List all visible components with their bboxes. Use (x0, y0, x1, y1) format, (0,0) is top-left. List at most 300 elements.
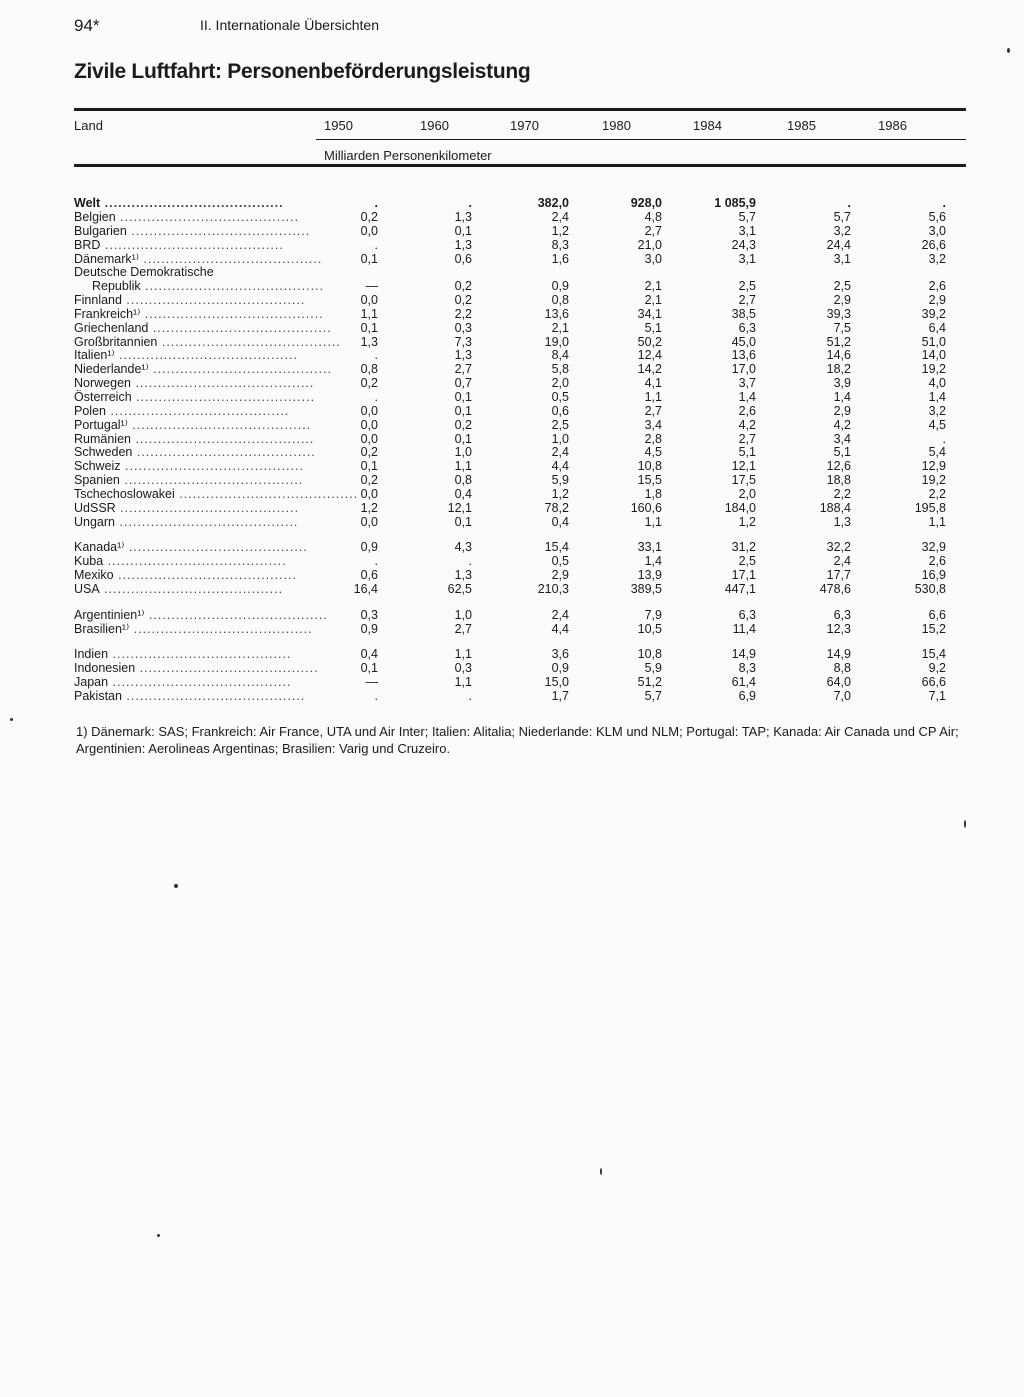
country-name: Schweiz (74, 459, 121, 474)
dot-leader: ........................................ (131, 389, 316, 404)
value-cell (662, 266, 756, 280)
country-name: Österreich (74, 389, 132, 404)
value-cell: 0,1 (454, 431, 472, 446)
row-label (74, 211, 302, 225)
value-cell: 5,6 (928, 210, 946, 224)
value-cell: 32,2 (826, 540, 851, 555)
value-cell (378, 266, 472, 280)
value-cell: 0,1 (454, 514, 472, 529)
section-title: II. Internationale Übersichten (200, 17, 379, 33)
value-cell: 8,8 (833, 661, 851, 676)
value-cell: 1,4 (644, 554, 662, 569)
value-cell: 160,6 (630, 500, 662, 515)
value-cell: 0,4 (551, 514, 569, 529)
value-cell: 4,2 (833, 417, 851, 432)
value-cell: 16,9 (921, 568, 946, 583)
value-cell: 2,7 (454, 621, 472, 636)
country-name: Polen (74, 403, 106, 418)
value-cell: 1,3 (360, 334, 378, 349)
table-row (74, 502, 946, 516)
value-cell: 5,1 (644, 320, 662, 335)
row-label (74, 502, 302, 516)
value-cell: 6,3 (738, 607, 756, 622)
dot-leader: ........................................ (121, 293, 306, 308)
row-label (74, 306, 324, 322)
row-label (74, 555, 302, 569)
value-cell: 478,6 (819, 581, 851, 596)
row-label (74, 320, 332, 336)
value-cell: 2,9 (833, 403, 851, 418)
value-cell: 1,2 (551, 223, 569, 238)
header-divider (316, 139, 966, 140)
table-row (74, 294, 946, 308)
value-cell: 5,7 (644, 689, 662, 703)
row-label (74, 460, 302, 474)
value-cell: 2,9 (551, 568, 569, 583)
value-cell: 17,5 (731, 473, 756, 488)
table-row (74, 460, 946, 474)
value-cell: 45,0 (731, 334, 756, 349)
value-cell: . (468, 554, 472, 569)
value-cell: 1,0 (454, 445, 472, 460)
value-cell: 2,7 (644, 403, 662, 418)
value-cell: 1,3 (454, 210, 472, 224)
value-cell: 14,2 (637, 362, 662, 377)
dot-leader: ........................................ (100, 237, 284, 252)
value-cell: 0,8 (454, 473, 472, 488)
value-cell: 4,8 (644, 210, 662, 224)
value-cell: 0,2 (360, 473, 378, 488)
value-cell: 0,3 (454, 661, 472, 676)
table-row (74, 322, 946, 336)
row-label (74, 583, 302, 597)
country-name: BRD (74, 237, 101, 252)
value-cell: 11,4 (732, 621, 756, 636)
value-cell: — (365, 675, 378, 690)
value-cell: 2,4 (551, 210, 569, 224)
value-cell: 0,4 (360, 647, 378, 662)
dot-leader: ........................................ (144, 607, 328, 622)
value-cell: 15,4 (544, 540, 569, 555)
value-cell: 38,5 (731, 306, 756, 321)
value-cell: 18,2 (826, 362, 851, 377)
value-cell: 7,0 (833, 689, 851, 703)
column-header-year: 1950 (324, 118, 353, 133)
value-cell: 6,6 (928, 607, 946, 622)
country-name: Belgien (74, 210, 116, 224)
dot-leader: ........................................ (130, 431, 315, 446)
dot-leader: ........................................ (113, 568, 297, 583)
dot-leader: ........................................ (174, 486, 359, 501)
dot-leader: ........................................ (130, 376, 315, 391)
value-cell: 3,4 (644, 417, 662, 432)
value-cell: 0,2 (454, 417, 472, 432)
value-cell: 14,9 (826, 647, 851, 662)
value-cell: 10,5 (637, 621, 662, 636)
value-cell: 62,5 (447, 581, 472, 596)
value-cell: 2,7 (644, 223, 662, 238)
column-header-year: 1970 (510, 118, 539, 133)
value-cell: 2,5 (833, 279, 851, 294)
value-cell: 51,2 (826, 334, 851, 349)
table-row (74, 446, 946, 460)
value-cell: 5,9 (644, 661, 662, 676)
value-cell: 2,9 (833, 293, 851, 308)
value-cell: 5,1 (833, 445, 851, 460)
dot-leader: ........................................ (140, 279, 325, 294)
row-label (74, 474, 302, 488)
scan-speck (1007, 48, 1010, 53)
value-cell: 13,6 (731, 348, 756, 363)
dot-leader: ........................................ (115, 500, 300, 515)
value-cell: 5,8 (551, 362, 569, 377)
value-cell: . (374, 554, 378, 569)
column-header-land: Land (74, 118, 103, 133)
value-cell: 2,7 (738, 431, 756, 446)
value-cell: 1,2 (551, 486, 569, 501)
dot-leader: ........................................ (108, 675, 292, 690)
value-cell: 8,3 (551, 237, 569, 252)
country-name: Griechenland (74, 320, 149, 335)
value-cell: 7,5 (833, 320, 851, 335)
row-label (74, 648, 302, 662)
value-cell: 31,2 (731, 540, 756, 555)
value-cell: 19,2 (921, 473, 946, 488)
dot-leader: ........................................ (103, 554, 287, 569)
row-label (74, 334, 341, 350)
row-label (74, 676, 302, 690)
table-row (74, 609, 946, 623)
table-row (74, 541, 946, 555)
table-row (74, 391, 946, 405)
value-cell: 12,3 (826, 621, 851, 636)
value-cell: 3,7 (738, 376, 756, 391)
value-cell: . (374, 196, 378, 211)
value-cell: 6,9 (738, 689, 756, 703)
value-cell: 14,0 (921, 348, 946, 363)
value-cell: 12,1 (447, 500, 472, 515)
value-cell: 6,3 (833, 607, 851, 622)
row-label (74, 540, 308, 555)
table-row (74, 280, 946, 294)
value-cell: . (468, 689, 472, 703)
value-cell: 1,1 (454, 459, 472, 474)
column-header-year: 1960 (420, 118, 449, 133)
value-cell: 2,1 (644, 279, 662, 294)
value-cell: 3,4 (833, 431, 851, 446)
table-row (74, 239, 946, 253)
value-cell: 3,6 (551, 647, 569, 662)
value-cell: 4,2 (738, 417, 756, 432)
table-row (74, 516, 946, 530)
value-cell: 1,8 (644, 486, 662, 501)
value-cell: 188,4 (819, 500, 851, 515)
value-cell: 0,1 (454, 403, 472, 418)
row-label (74, 445, 316, 460)
value-cell: 1,3 (833, 514, 851, 529)
value-cell: 3,2 (928, 251, 946, 266)
value-cell: 1,1 (644, 389, 662, 404)
value-cell: 0,1 (360, 320, 378, 335)
table-row (74, 349, 946, 363)
value-cell: . (374, 389, 378, 404)
value-cell: 13,9 (637, 568, 662, 583)
dot-leader: ........................................ (114, 348, 298, 363)
country-name: Welt (74, 196, 101, 211)
table-row (74, 583, 946, 597)
value-cell: 1,1 (644, 514, 662, 529)
value-cell: 0,9 (551, 279, 569, 294)
table-row (74, 225, 946, 239)
value-cell: 12,6 (826, 459, 851, 474)
value-cell: 0,2 (454, 293, 472, 308)
value-cell (302, 266, 378, 280)
dot-leader: ........................................ (119, 473, 304, 488)
country-name: Dänemark¹⁾ (74, 251, 139, 266)
value-cell: 2,1 (644, 293, 662, 308)
table-head-rule (74, 164, 966, 167)
row-label (74, 389, 316, 405)
dot-leader: ........................................ (127, 417, 312, 432)
value-cell: 61,4 (731, 675, 756, 690)
dot-leader: ........................................ (135, 661, 319, 676)
value-cell: 389,5 (630, 581, 662, 596)
value-cell: 2,5 (551, 417, 569, 432)
row-label (74, 569, 302, 583)
dot-leader: ........................................ (138, 251, 323, 266)
dot-leader: ........................................ (148, 362, 333, 377)
row-label (74, 405, 302, 419)
value-cell: 447,1 (724, 581, 756, 596)
value-cell: 0,2 (360, 445, 378, 460)
value-cell: 195,8 (914, 500, 946, 515)
value-cell: 1,3 (454, 348, 472, 363)
value-cell: 4,1 (644, 376, 662, 391)
value-cell: 0,2 (454, 279, 472, 294)
footnote: 1) Dänemark: SAS; Frankreich: Air France, UTA und Air Inter; Italien: Alitalia; Niederlande: KLM und NLM; Portugal: TAP; Kanada: Air Canada und CP Air; Argentinien: Aerolineas Argentinas; Brasilien: Varig und Cruzeiro. (76, 724, 959, 756)
page-title: Zivile Luftfahrt: Personenbeförderungsleistung (74, 60, 531, 83)
value-cell: 26,6 (921, 237, 946, 252)
table-row (74, 648, 946, 662)
row-label (74, 621, 313, 637)
value-cell: 15,2 (921, 621, 946, 636)
value-cell: 0,0 (360, 431, 378, 446)
value-cell: 7,1 (928, 689, 946, 703)
data-table (74, 185, 946, 704)
country-name: Bulgarien (74, 223, 127, 238)
row-label (74, 251, 323, 267)
value-cell: 1,2 (738, 514, 756, 529)
country-name: Japan (74, 675, 109, 690)
value-cell: 1,1 (928, 514, 946, 529)
value-cell: 1,3 (454, 568, 472, 583)
dot-leader: ........................................ (148, 320, 332, 335)
value-cell: 24,4 (826, 237, 851, 252)
value-cell: 1,4 (928, 389, 946, 404)
value-cell: 9,2 (928, 661, 946, 676)
value-cell: 1 085,9 (714, 196, 756, 211)
value-cell: 2,5 (738, 279, 756, 294)
dot-leader: ........................................ (124, 540, 308, 555)
value-cell: 0,5 (551, 389, 569, 404)
value-cell: 4,5 (928, 417, 946, 432)
value-cell: 210,3 (537, 581, 569, 596)
table-row (74, 336, 946, 350)
row-label (74, 293, 306, 308)
row-label (74, 362, 333, 377)
value-cell: 3,2 (928, 403, 946, 418)
value-cell: 39,3 (826, 306, 851, 321)
column-header-year: 1985 (787, 118, 816, 133)
value-cell: 0,3 (360, 607, 378, 622)
value-cell: 17,1 (731, 568, 756, 583)
value-cell: 0,7 (454, 376, 472, 391)
row-label (74, 431, 315, 447)
value-cell: 10,8 (637, 459, 662, 474)
value-cell: 0,0 (360, 514, 378, 529)
value-cell: 3,1 (833, 251, 851, 266)
value-cell: 2,0 (738, 486, 756, 501)
value-cell: 3,1 (738, 223, 756, 238)
value-cell: 0,0 (360, 293, 378, 308)
value-cell: 5,4 (928, 445, 946, 460)
value-cell: 1,4 (833, 389, 851, 404)
value-cell: 64,0 (826, 675, 851, 690)
value-cell: 0,9 (551, 661, 569, 676)
value-cell: 2,4 (551, 445, 569, 460)
column-header-year: 1986 (878, 118, 907, 133)
country-name: Frankreich¹⁾ (74, 306, 141, 321)
country-name: Finnland (74, 293, 122, 308)
value-cell: 2,8 (644, 431, 662, 446)
dot-leader: ........................................ (99, 581, 284, 596)
value-cell: 1,1 (454, 647, 472, 662)
value-cell: 12,9 (921, 459, 946, 474)
value-cell: 5,1 (738, 445, 756, 460)
value-cell: 39,2 (921, 306, 946, 321)
row-label (74, 516, 302, 530)
value-cell: 5,7 (738, 210, 756, 224)
value-cell: 12,1 (731, 459, 756, 474)
country-name: USA (74, 581, 100, 596)
value-cell: 0,8 (360, 362, 378, 377)
value-cell: 14,9 (731, 647, 756, 662)
dot-leader: ........................................ (115, 210, 300, 224)
dot-leader: ........................................ (115, 514, 299, 529)
country-name: Portugal¹⁾ (74, 417, 128, 432)
table-row (74, 308, 946, 322)
value-cell: 1,4 (738, 389, 756, 404)
row-label (74, 689, 306, 704)
dot-leader: ........................................ (140, 306, 324, 321)
value-cell: 2,6 (738, 403, 756, 418)
value-cell: 1,7 (551, 689, 569, 703)
value-cell: 19,0 (544, 334, 569, 349)
value-cell: 0,1 (360, 251, 378, 266)
value-cell: 8,4 (551, 348, 569, 363)
value-cell: 15,4 (921, 647, 946, 662)
value-cell: 10,8 (637, 647, 662, 662)
country-name: Rumänien (74, 431, 131, 446)
value-cell (472, 266, 569, 280)
value-cell: 2,1 (551, 320, 569, 335)
row-label (74, 486, 359, 502)
value-cell: 51,0 (921, 334, 946, 349)
value-cell: 2,0 (551, 376, 569, 391)
value-cell: 2,6 (928, 279, 946, 294)
value-cell: 8,3 (738, 661, 756, 676)
country-name: Schweden (74, 445, 133, 460)
value-cell: 12,4 (637, 348, 662, 363)
dot-leader: ........................................ (100, 196, 284, 211)
value-cell: 382,0 (537, 196, 569, 211)
value-cell: 4,4 (551, 459, 569, 474)
country-name: Pakistan (74, 689, 122, 703)
value-cell: . (468, 196, 472, 211)
value-cell: 15,5 (637, 473, 662, 488)
value-cell: 2,7 (454, 362, 472, 377)
scan-speck (157, 1234, 160, 1237)
value-cell: 2,9 (928, 293, 946, 308)
country-name: Deutsche Demokratische (74, 265, 214, 280)
value-cell: 2,5 (738, 554, 756, 569)
value-cell: 32,9 (921, 540, 946, 555)
country-name: Italien¹⁾ (74, 348, 115, 363)
row-label (74, 607, 328, 623)
value-cell: 0,2 (360, 210, 378, 224)
value-cell: 2,2 (833, 486, 851, 501)
value-cell: 928,0 (630, 196, 662, 211)
value-cell: 17,0 (731, 362, 756, 377)
table-row (74, 253, 946, 267)
table-row (74, 676, 946, 690)
value-cell: 4,0 (928, 376, 946, 391)
value-cell: 0,8 (551, 293, 569, 308)
table-top-rule (74, 108, 966, 111)
value-cell: 3,1 (738, 251, 756, 266)
country-name: Argentinien¹⁾ (74, 607, 145, 622)
country-name: Indien (74, 647, 109, 662)
value-cell: 2,4 (551, 607, 569, 622)
value-cell: 1,3 (454, 237, 472, 252)
country-name: Spanien (74, 473, 120, 488)
country-name: Brasilien¹⁾ (74, 621, 130, 636)
table-row (74, 569, 946, 583)
value-cell: 4,3 (454, 540, 472, 555)
value-cell: 21,0 (637, 237, 662, 252)
table-body (74, 185, 946, 704)
value-cell: 2,7 (738, 293, 756, 308)
value-cell: 33,1 (637, 540, 662, 555)
value-cell: 17,7 (826, 568, 851, 583)
table-row (74, 377, 946, 391)
table-row (74, 363, 946, 377)
country-name: Ungarn (74, 514, 115, 529)
value-cell: 530,8 (914, 581, 946, 596)
country-name: Großbritannien (74, 334, 158, 349)
value-cell: 15,0 (544, 675, 569, 690)
table-row (74, 433, 946, 447)
value-cell: 7,9 (644, 607, 662, 622)
value-cell: 16,4 (353, 581, 378, 596)
value-cell: 5,7 (833, 210, 851, 224)
value-cell: 0,6 (360, 568, 378, 583)
country-name: Kuba (74, 554, 104, 569)
row-label (74, 376, 315, 391)
row-label (74, 417, 312, 433)
dot-leader: ........................................ (105, 403, 290, 418)
value-cell: 0,9 (360, 540, 378, 555)
